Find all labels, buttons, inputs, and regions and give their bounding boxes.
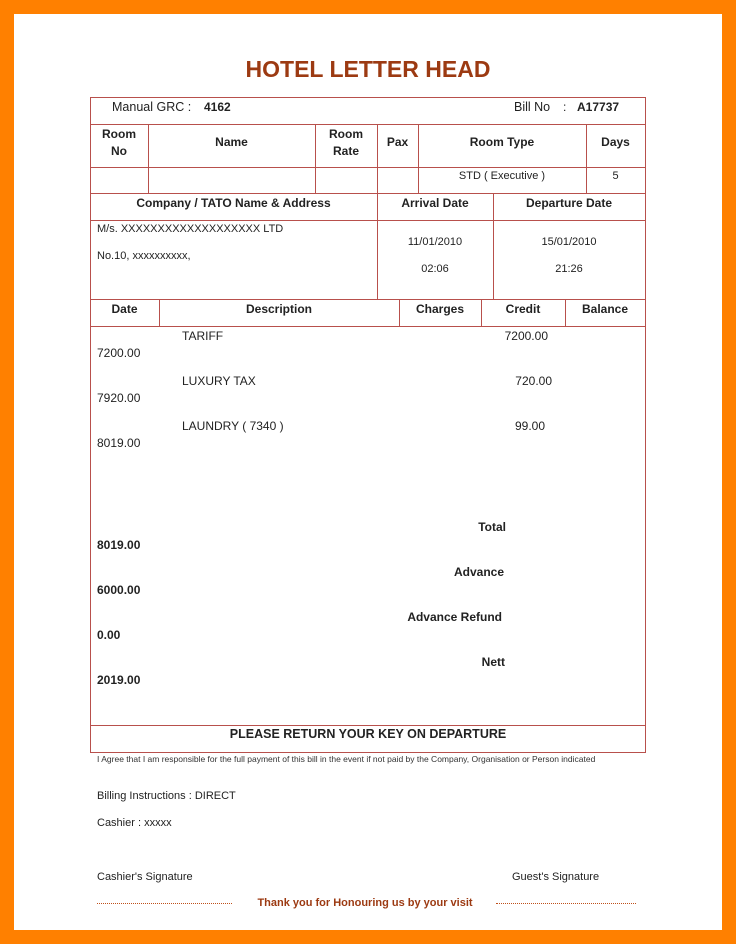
- room-rate-header-line2: Rate: [332, 144, 359, 158]
- company-header: Company / TATO Name & Address: [136, 196, 331, 210]
- dotted-divider-right: [496, 903, 636, 904]
- item-credit: 720.00: [515, 374, 552, 388]
- rule: [90, 167, 646, 168]
- charges-header: Charges: [415, 302, 465, 316]
- rule: [90, 124, 646, 125]
- name-header: Name: [215, 135, 248, 149]
- item-description: LAUNDRY ( 7340 ): [182, 419, 284, 433]
- agreement-text: I Agree that I am responsible for the full payment of this bill in the event if not paid by the Company, Organisation or Person indicated: [97, 754, 596, 764]
- item-credit: 99.00: [514, 419, 545, 433]
- room-type-value: STD ( Executive ): [458, 170, 546, 182]
- rule: [90, 326, 646, 327]
- room-rate-header-line1: Room: [329, 127, 363, 141]
- dotted-divider-left: [97, 903, 232, 904]
- table-border-right: [645, 97, 646, 753]
- departure-time: 21:26: [555, 263, 583, 275]
- advance-value: 6000.00: [97, 583, 141, 597]
- arrival-date: 11/01/2010: [407, 236, 463, 248]
- item-description: TARIFF: [182, 329, 224, 343]
- hotel-letter-head-title: HOTEL LETTER HEAD: [245, 56, 491, 82]
- item-balance: 7920.00: [97, 391, 141, 405]
- bill-no-separator: :: [563, 100, 567, 114]
- rule: [90, 725, 646, 726]
- room-no-header-line2: No: [111, 144, 127, 158]
- guest-signature-label: Guest's Signature: [512, 871, 600, 883]
- billing-instructions: Billing Instructions : DIRECT: [97, 790, 236, 802]
- item-balance: 8019.00: [97, 436, 141, 450]
- rule: [90, 220, 646, 221]
- date-header: Date: [111, 302, 138, 316]
- rule: [90, 193, 646, 194]
- departure-date-header: Departure Date: [525, 196, 613, 210]
- room-type-header: Room Type: [469, 135, 535, 149]
- total-value: 8019.00: [97, 538, 141, 552]
- advance-label: Advance: [453, 565, 504, 579]
- company-address: No.10, xxxxxxxxxx,: [97, 250, 191, 262]
- item-balance: 7200.00: [97, 346, 141, 360]
- advance-refund-label: Advance Refund: [407, 610, 502, 624]
- rule: [90, 299, 646, 300]
- cashier-name: Cashier : xxxxx: [97, 817, 172, 829]
- grc-label: Manual GRC :: [112, 100, 192, 114]
- days-value: 5: [612, 170, 619, 182]
- total-label: Total: [478, 520, 506, 534]
- item-description: LUXURY TAX: [182, 374, 256, 388]
- departure-date: 15/01/2010: [541, 236, 597, 248]
- description-header: Description: [245, 302, 312, 316]
- nett-label: Nett: [481, 655, 505, 669]
- credit-header: Credit: [505, 302, 541, 316]
- nett-value: 2019.00: [97, 673, 141, 687]
- advance-refund-value: 0.00: [97, 628, 121, 642]
- arrival-time: 02:06: [421, 263, 449, 275]
- days-header: Days: [601, 135, 630, 149]
- item-credit: 7200.00: [504, 329, 548, 343]
- arrival-date-header: Arrival Date: [401, 196, 469, 210]
- table-border-top: [90, 97, 646, 98]
- balance-header: Balance: [581, 302, 629, 316]
- room-no-header-line1: Room: [102, 127, 136, 141]
- company-name: M/s. XXXXXXXXXXXXXXXXXXX LTD: [97, 223, 284, 235]
- grc-value: 4162: [204, 100, 231, 114]
- cashier-signature-label: Cashier's Signature: [97, 871, 193, 883]
- pax-header: Pax: [386, 135, 409, 149]
- bill-no-value: A17737: [577, 100, 620, 114]
- thank-you-message: Thank you for Honouring us by your visit: [257, 897, 473, 909]
- bill-no-label: Bill No: [514, 100, 551, 114]
- return-key-notice: PLEASE RETURN YOUR KEY ON DEPARTURE: [229, 727, 507, 741]
